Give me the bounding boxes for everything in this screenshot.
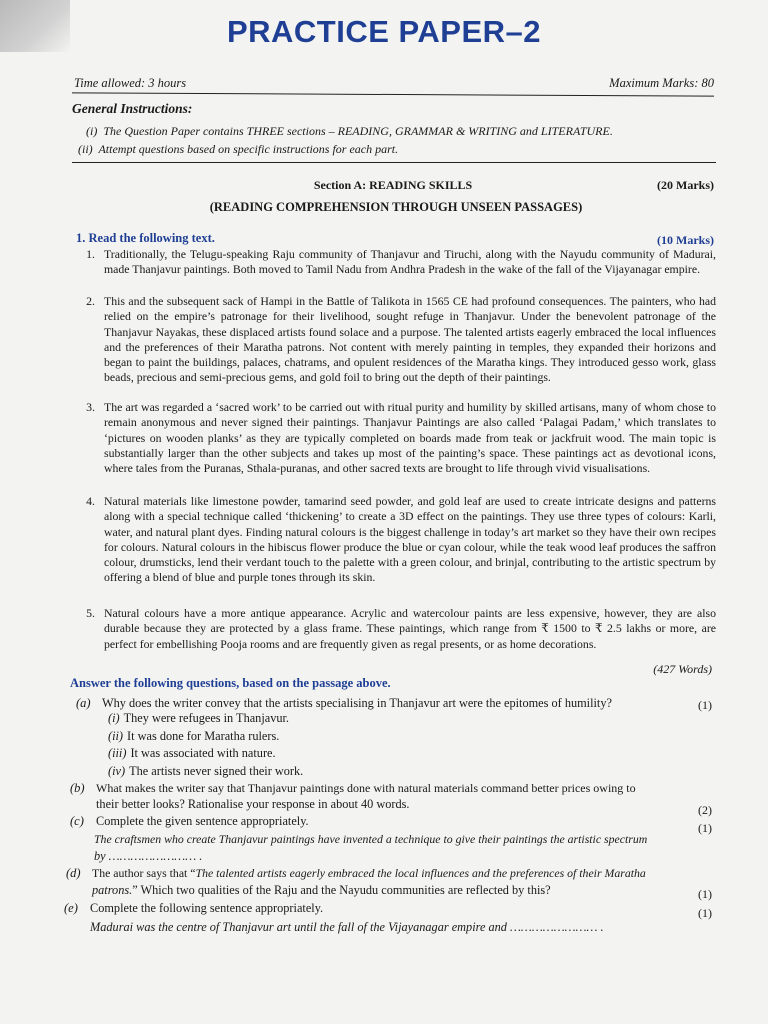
page-title: PRACTICE PAPER–2 [226,14,542,49]
option-text: It was associated with nature. [130,746,276,760]
question-1-marks: (10 Marks) [657,233,714,247]
option-item [108,746,276,761]
instruction-item [86,124,613,139]
section-marks: (20 Marks) [657,178,714,192]
divider-line [72,162,716,163]
option-label: (iv) [108,764,126,778]
paper-meta-row [74,76,714,94]
question-d-intro: The author says that “ [92,866,196,880]
question-d-quote-end: patrons. [92,883,133,897]
section-title: Section A: READING SKILLS [313,178,473,192]
question-a-marks: (1) [698,698,712,712]
general-instructions-heading: General Instructions: [72,101,193,116]
instruction-label: (ii) [78,142,93,156]
passage-paragraph [86,606,716,652]
paragraph-number: 2. [86,294,95,308]
passage-paragraph [86,494,716,586]
question-c-sentence-blank: by …………………… . [94,849,203,863]
question-e-sentence: Madurai was the centre of Thanjavur art until the fall of the Vijayanagar empire and …………………… . [90,920,604,934]
option-label: (i) [108,711,120,725]
option-label: (iii) [108,746,127,760]
paragraph-text: Natural materials like limestone powder, tamarind seed powder, and gold leaf are used to create intricate designs and patterns along with a special technique called ‘thickening’ to create a 3D effect on the paintings. They use three types of colours: Karli, water, and natural plant dyes. Finding natural colours is the biggest challenge in today’s art market so they have their own recipes for colours. Natural colours in the hibiscus flower produce the blue or cyan colour, while the teak wood leaf produces the saffron colour, drumsticks, lend their verdant touch to the palette with a green colour, and brinjal, contributing to the artistic spectrum by offering a blend of blue and purple tones through its skin. [104,494,716,585]
question-e-text: Complete the following sentence appropriately. [90,901,324,915]
passage-paragraph [86,294,716,386]
word-count: (427 Words) [653,662,712,676]
question-a-label: (a) [76,696,91,710]
question-c-text: Complete the given sentence appropriately. [96,814,309,828]
instruction-label: (i) [86,124,98,138]
question-a-text: Why does the writer convey that the artists specialising in Thanjavur art were the epitomes of humility? [102,696,612,710]
option-item [108,729,279,744]
question-d-label: (d) [66,866,81,880]
maximum-marks: Maximum Marks: 80 [609,76,714,90]
paragraph-text: This and the subsequent sack of Hampi in the Battle of Talikota in 1565 CE had profound consequences. The painters, who had relied on the empire’s patronage for their livelihood, sought refuge in Thanjavur. Under the benevolent patronage of the Thanjavur Nayakas, these displaced artists found solace and a purpose. The talented artists eagerly embraced the local influences and the preferences of their Maratha patrons. Not content with merely painting in temples, they expanded their horizons and began to paint the buildings, palaces, chatrams, and opulent residences of the Maratha kings. They introduced gesso work, glass beads, precious and semi-precious gems, and gold foil to bring out the depth of their paintings. [104,294,716,385]
instruction-text: The Question Paper contains THREE sections – READING, GRAMMAR & WRITING and LITERATURE. [103,124,613,138]
time-allowed: Time allowed: 3 hours [74,76,187,90]
question-d-question: ” Which two qualities of the Raju and the Nayudu communities are reflected by this? [132,883,551,897]
option-label: (ii) [108,729,124,743]
question-d-marks: (1) [698,887,712,901]
question-b-text: What makes the writer say that Thanjavur paintings done with natural materials command better prices owing to [96,781,636,795]
passage-paragraph [86,400,716,476]
option-item [108,764,303,779]
question-c-marks: (1) [698,821,712,835]
paragraph-text: Traditionally, the Telugu-speaking Raju community of Thanjavur and Tiruchi, along with the Nayudu community of Madurai, made Thanjavur paintings. Both moved to Tamil Nadu from Andhra Pradesh in the wake of the fall of the Vijayanagar empire. [104,247,716,277]
option-text: The artists never signed their work. [129,764,304,778]
question-1-label: 1. Read the following text. [76,231,215,245]
question-c-sentence: The craftsmen who create Thanjavur paintings have invented a technique to give their paintings the artistic spectrum [94,832,648,846]
question-e-marks: (1) [698,906,712,920]
passage-paragraph [86,247,716,278]
question-e-label: (e) [64,901,78,915]
question-1-header [76,231,714,247]
question-d-text [92,866,718,882]
question-d-quote: The talented artists eagerly embraced the local influences and the preferences of their Maratha [195,866,646,880]
section-header [72,178,714,196]
paragraph-number: 4. [86,494,95,508]
question-c-label: (c) [70,814,84,828]
question-d-text-cont [92,883,652,899]
paragraph-text: Natural colours have a more antique appearance. Acrylic and watercolour paints are less expensive, however, they are also durable because they are protected by a glass frame. These paintings, which range from ₹ 1500 to ₹ 2.5 lakhs or more, are perfect for embellishing Pooja rooms and are frequently given as regal presents, or as home decorations. [104,606,716,651]
option-item [108,711,289,726]
question-b-label: (b) [70,781,85,795]
paragraph-number: 3. [86,400,95,414]
paragraph-text: The art was regarded a ‘sacred work’ to be carried out with ritual purity and humility by skilled artisans, many of whom chose to remain anonymous and never signed their paintings. Thanjavur Paintings are also called ‘Palagai Padam,’ which translates to ‘pictures on wooden planks’ as they are typically completed on boards made from teak or jackfruit wood. The main topic is substantially larger than the other subjects and takes up most of the painting’s space. These paintings act as devotional icons, where tales from the Puranas, Sthala-puranas, and other sacred texts are brought to life through vivid visualisations. [104,400,716,476]
option-text: It was done for Maratha rulers. [127,729,280,743]
answer-instructions: Answer the following questions, based on the passage above. [70,676,391,690]
paragraph-number: 1. [86,247,95,261]
paragraph-number: 5. [86,606,95,620]
instruction-text: Attempt questions based on specific instructions for each part. [98,142,399,156]
section-subtitle: (READING COMPREHENSION THROUGH UNSEEN PASSAGES) [209,200,583,214]
question-b-text-cont: their better looks? Rationalise your response in about 40 words. [96,797,410,811]
question-b-marks: (2) [698,803,712,817]
instruction-item [78,142,398,157]
option-text: They were refugees in Thanjavur. [123,711,289,725]
